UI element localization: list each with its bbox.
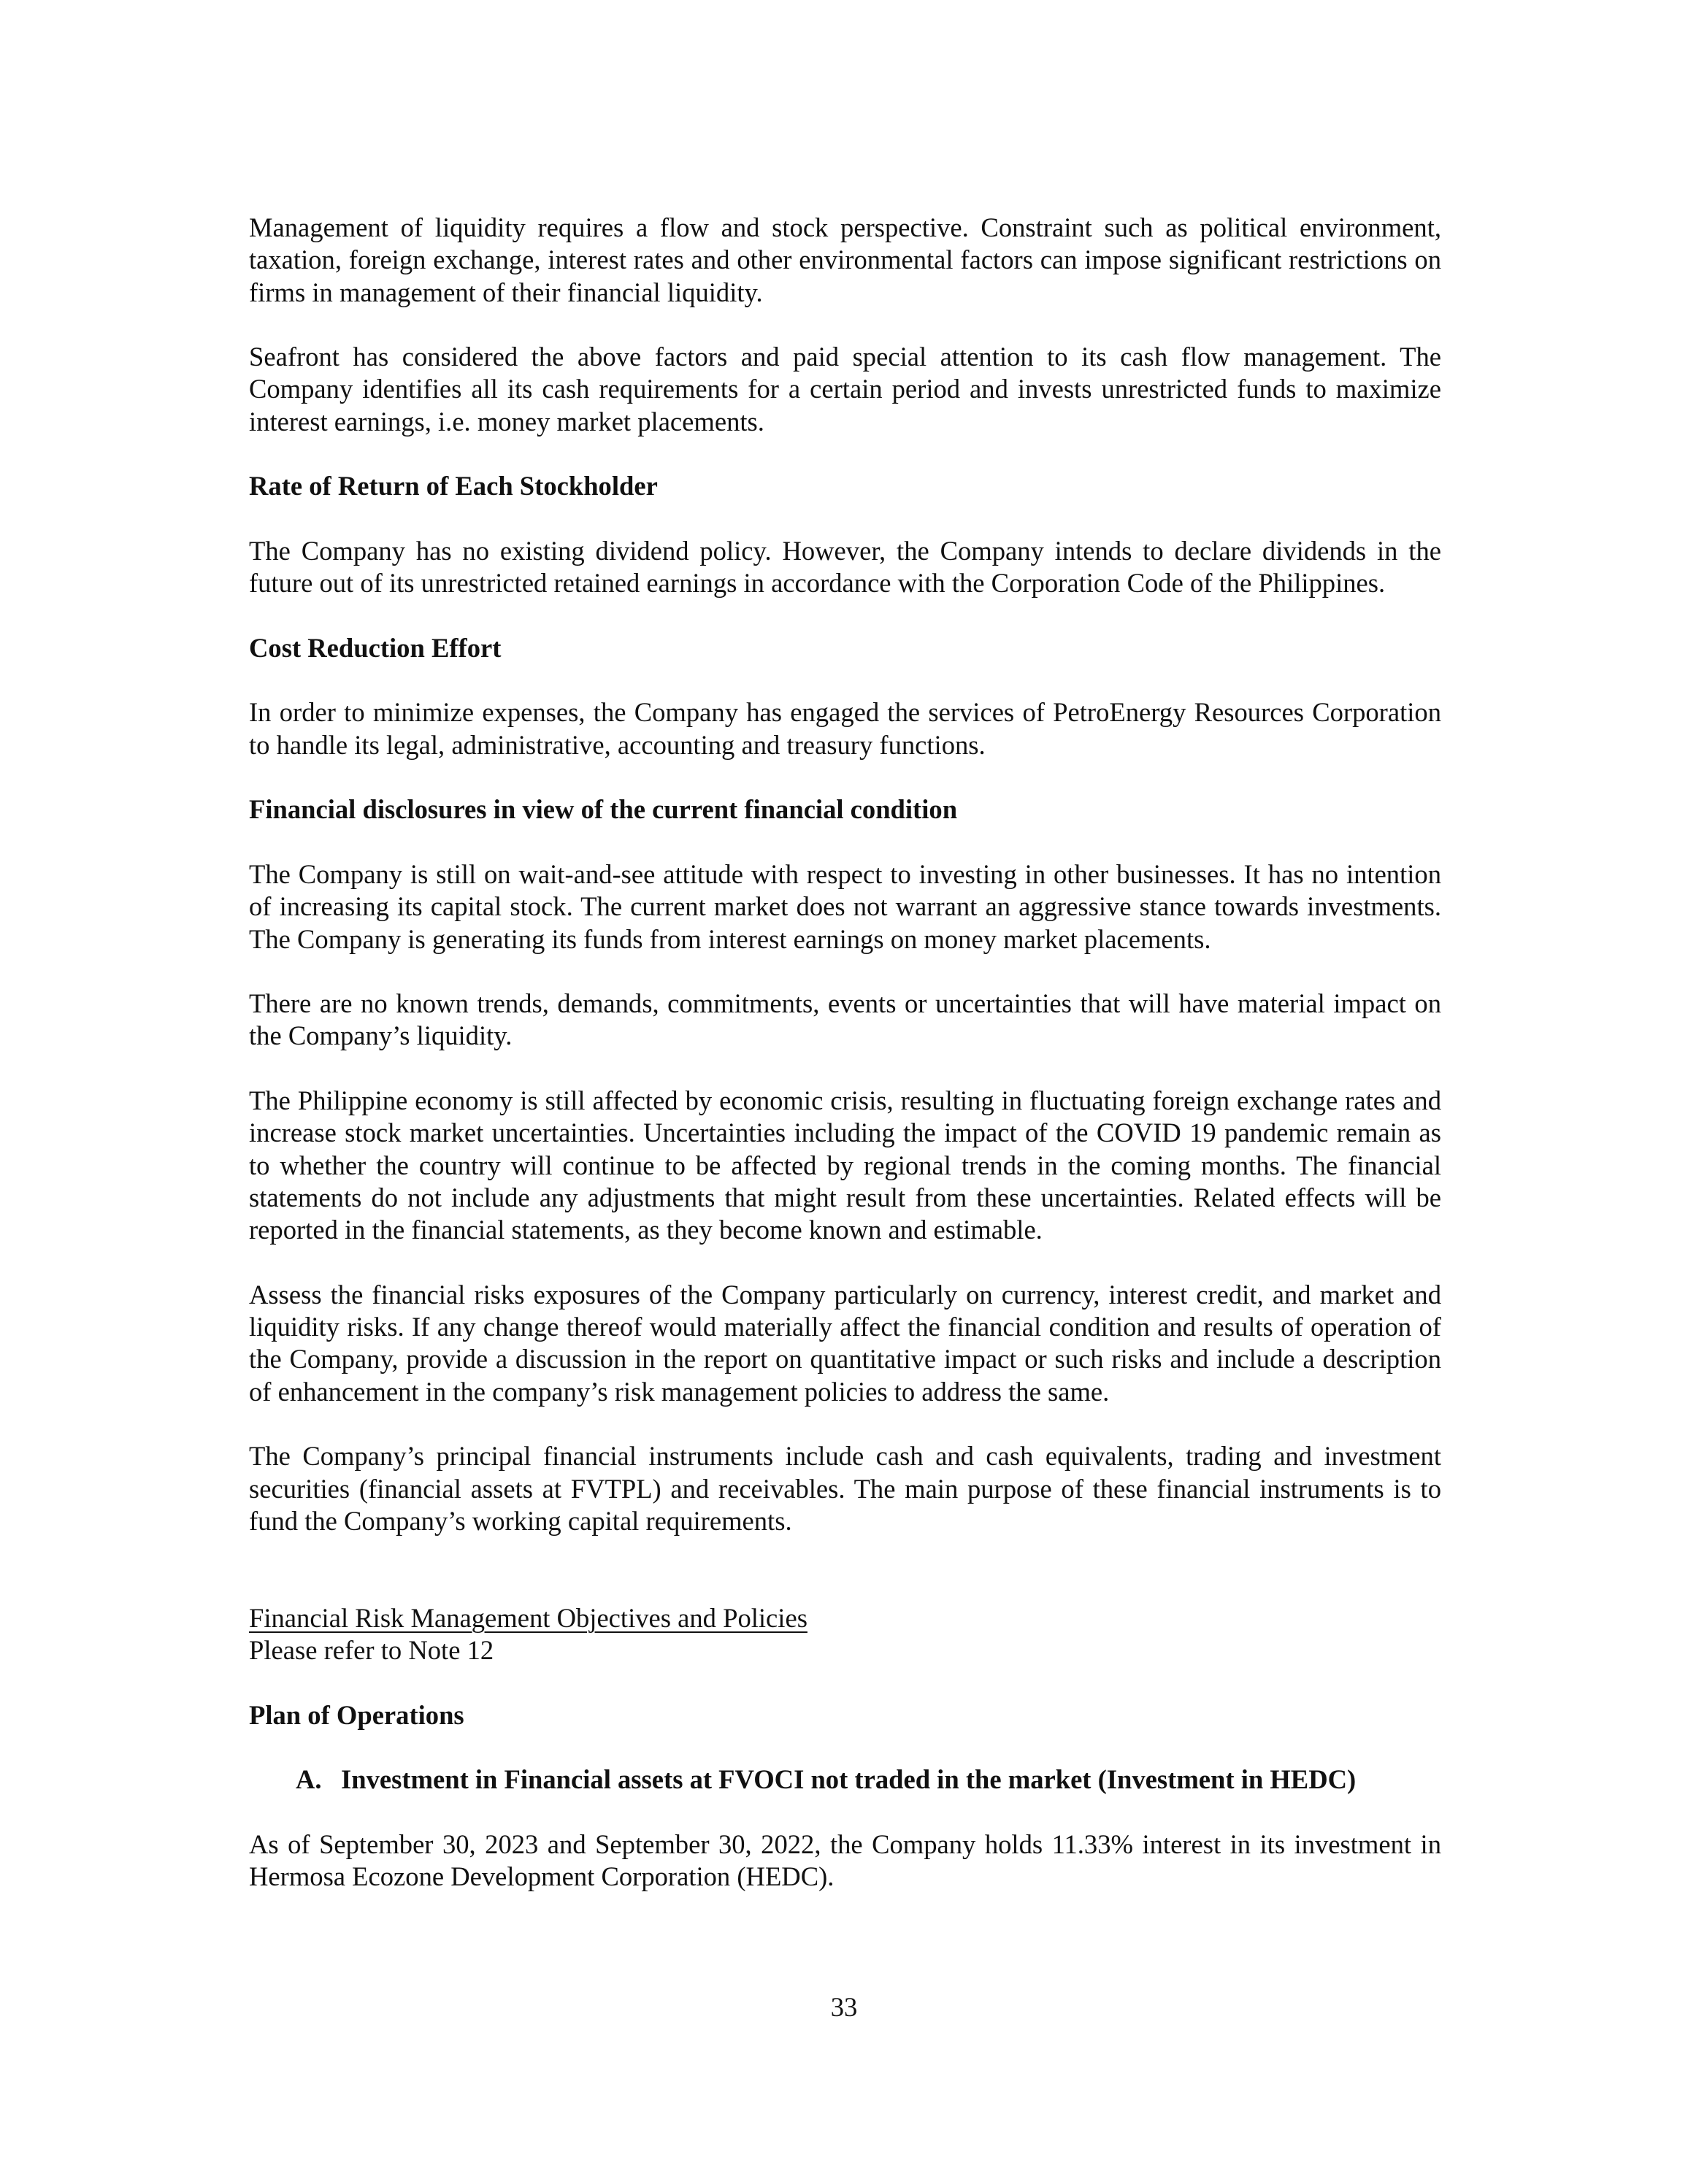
heading-financial-disclosures: Financial disclosures in view of the current financial condition [249, 794, 958, 825]
heading-cost-reduction: Cost Reduction Effort [249, 632, 502, 663]
page-number: 33 [830, 1992, 858, 2022]
paragraph-philippine-economy: The Philippine economy is still affected by economic crisis, resulting in fluctuating foreign exchange rates and increase stock market uncertainties. Uncertainties including the impact of the COVID 19 pandemic remain as to whether the country will continue to be affected by regional trends in the coming months. The financial statements do not include any adjustments that might result from these uncertainties. Related effects will be reported in the financial statements, as they become known and estimable. [249, 1085, 1441, 1245]
subheading-investment-hedc [249, 1764, 1441, 1796]
paragraph-hedc-interest: As of September 30, 2023 and September 30, 2022, the Company holds 11.33% interest in its investment in Hermosa Ecozone Development Corporation (HEDC). [249, 1829, 1441, 1892]
paragraph-financial-risks: Assess the financial risks exposures of the Company particularly on currency, interest credit, and market and liquidity risks. If any change thereof would materially affect the financial condition and results of operation of the Company, provide a discussion in the report on quantitative impact or such risks and include a description of enhancement in the company’s risk management policies to address the same. [249, 1279, 1441, 1407]
heading-rate-of-return: Rate of Return of Each Stockholder [249, 471, 658, 501]
paragraph-cost-reduction: In order to minimize expenses, the Company has engaged the services of PetroEnergy Resources Corporation to handle its legal, administrative, accounting and treasury functions. [249, 697, 1441, 760]
subheading-text: Investment in Financial assets at FVOCI not traded in the market (Investment in HEDC) [341, 1764, 1357, 1795]
heading-plan-of-operations: Plan of Operations [249, 1699, 464, 1730]
paragraph-financial-instruments: The Company’s principal financial instruments include cash and cash equivalents, trading and investment securities (financial assets at FVTPL) and receivables. The main purpose of these financial instruments is to fund the Company’s working capital requirements. [249, 1441, 1441, 1536]
page-content [249, 212, 1441, 1893]
paragraph-liquidity-management: Management of liquidity requires a flow and stock perspective. Constraint such as political environment, taxation, foreign exchange, interest rates and other environmental factors can impose significant restrictions on firms in management of their financial liquidity. [249, 212, 1441, 307]
paragraph-seafront-cash-flow: Seafront has considered the above factors and paid special attention to its cash flow management. The Company identifies all its cash requirements for a certain period and invests unrestricted funds to maximize interest earnings, i.e. money market placements. [249, 342, 1441, 437]
heading-risk-management: Financial Risk Management Objectives and Policies [249, 1602, 807, 1633]
paragraph-wait-and-see: The Company is still on wait-and-see attitude with respect to investing in other businesses. It has no intention of increasing its capital stock. The current market does not warrant an aggressive stance towards investments. The Company is generating its funds from interest earnings on money market placements. [249, 858, 1441, 954]
subheading-label: A. [296, 1764, 322, 1795]
paragraph-known-trends: There are no known trends, demands, commitments, events or uncertainties that will have material impact on the Company’s liquidity. [249, 988, 1441, 1051]
paragraph-note-reference: Please refer to Note 12 [249, 1635, 494, 1666]
paragraph-dividend-policy: The Company has no existing dividend policy. However, the Company intends to declare dividends in the future out of its unrestricted retained earnings in accordance with the Corporation Code of the Philippines. [249, 535, 1441, 599]
